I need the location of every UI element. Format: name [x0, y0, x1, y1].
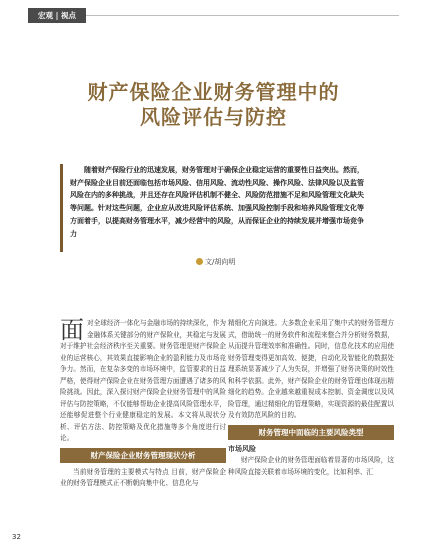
- byline-text: 文/胡向明: [205, 258, 236, 266]
- abstract: [60, 164, 365, 252]
- article-title: [0, 80, 427, 130]
- abstract-bar: [60, 164, 63, 252]
- left-para-1-text: 对全球经济一体化与金融市场的持续深化，作为金融体系关键部分的财产保险业，其稳定与发展对于维护社会经济秩序至关重要。财务管理是财产保险企业的运营核心，其效果直接影响企业的盈利能力及市场竞争力。然而，在复杂多变的市场环境中，监管要求的日益严格，使得财产保险企业在财务管理方面遭遇了诸多的风险挑战。因此，深入探讨财产保险企业财务管理中的风险评估与防控策略，不仅能够帮助企业提高风险管理水平，还能够促进整个行业健康稳定的发展。本文将从现状分析、评估方法、防控策略及优化措施等多个角度进行讨论。: [60, 319, 226, 442]
- title-line-1: 财产保险企业财务管理中的: [87, 80, 340, 104]
- section-heading-2: 财务管理中面临的主要风险类型: [228, 425, 394, 440]
- byline: [196, 257, 235, 267]
- abstract-text: 随着财产保险行业的迅速发展，财务管理对于确保企业稳定运营的重要性日益突出。然而，财产保险企业目前还面临包括市场风险、信用风险、流动性风险、操作风险、法律风险以及监管风险在内的多种挑战，并且还存在风险评估机制不健全、风险防范措施不足和风险管理文化缺失等问题。针对这些问题，企业应从改进风险评估系统、加强风险控制手段和培养风险管理文化等方面着手，以提高财务管理水平，减少经营中的风险，从而保证企业的持续发展并增强市场竞争力: [70, 166, 364, 238]
- right-para-1: 精细化方向演进。大多数企业采用了集中式的财务管理方式，借助统一的财务软件和流程来整合并分析财务数据，从而提升管理效率和准确性。同时，信息化技术的应用使财务管理变得更加高效、便捷，自动化及智能化的数据处理系统显著减少了人为失误，并增强了财务决策的时效性和科学依据。此外，财产保险企业的财务管理也体现出精细化的趋势。企业越来越重视成本控制、资金调度以及风险管理，通过精细化的管理策略，实现资源的最佳配置以及有效防范风险的目的。: [228, 319, 394, 419]
- title-line-2: 风险评估与防控: [140, 105, 287, 129]
- left-column: [60, 318, 226, 490]
- dropcap: 面: [60, 316, 84, 344]
- section-heading-1: 财产保险企业财务管理现状分析: [60, 448, 226, 463]
- page-number: 32: [12, 533, 21, 541]
- right-column: [228, 318, 394, 478]
- header-rule: [86, 15, 399, 16]
- left-para-1: [60, 318, 226, 445]
- right-para-2: 财产保险企业的财务管理面临着显著的市场风险，这种风险直接关联着市场环境的变化，比如利率、汇: [228, 456, 394, 476]
- left-para-2: 当前财务管理的主要模式与特点 目前，财产保险企业的财务管理模式正不断朝向集中化、信息化与: [60, 467, 226, 487]
- column-tag: 宏观 | 视点: [28, 8, 86, 23]
- subheading-market-risk: 市场风险: [228, 444, 256, 453]
- byline-dot-icon: [196, 258, 203, 265]
